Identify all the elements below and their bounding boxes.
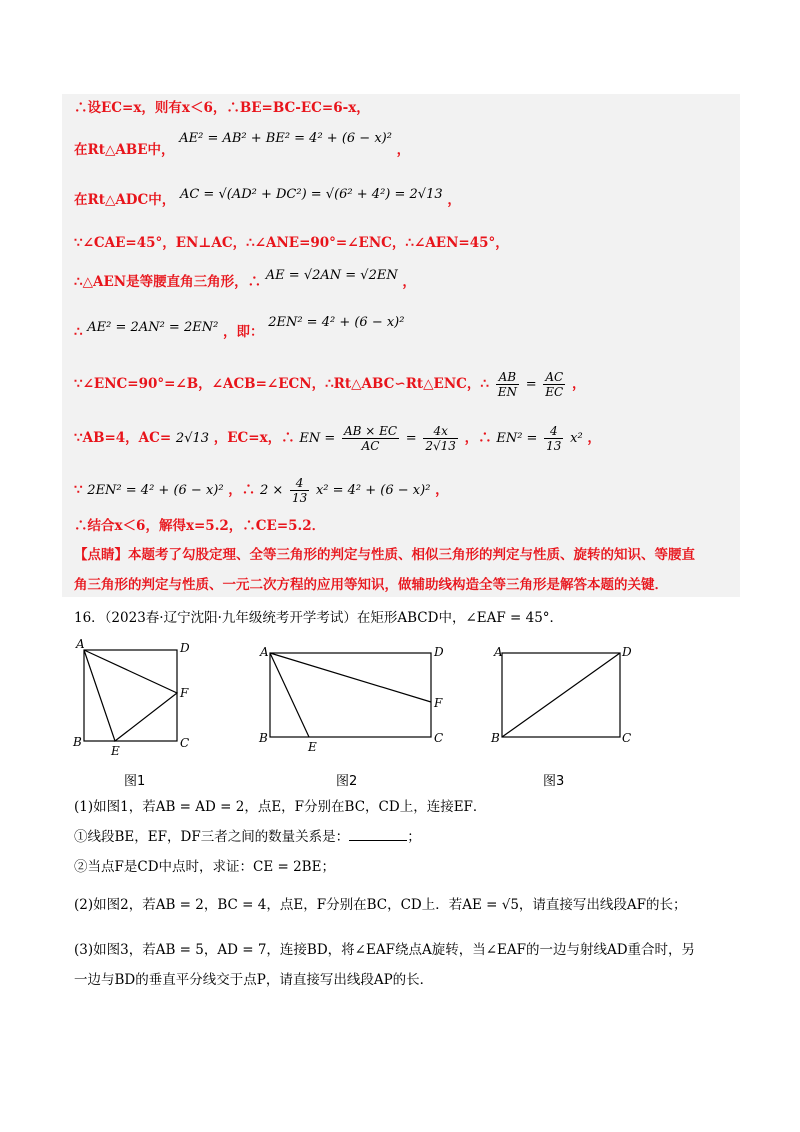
- problem-part-2: (2)如图2，若AB = 2，BC = 4，点E，F分别在BC，CD上．若AE = √5，请直接写出线段AF的长；: [74, 897, 687, 913]
- fraction-ab-en: $\frac{AB}{EN}$: [497, 370, 517, 399]
- fig1-label-b: B: [73, 735, 82, 749]
- comment-line-1: 【点睛】本题考了勾股定理、全等三角形的判定与性质、相似三角形的判定与性质、旋转的知识、等腰直: [74, 547, 695, 563]
- fig1-square: [84, 650, 177, 741]
- solution-line-9: ∵ 2EN² = 4² + (6 − x)² ，∴ 2 × $\frac{4}{13}$ x² = 4² + (6 − x)² ，: [74, 476, 449, 505]
- fig3-label-a: A: [494, 645, 503, 659]
- fig3-label-c: C: [622, 731, 632, 745]
- solution-line-1: ∴设EC=x，则有x＜6，∴BE=BC-EC=6-x，: [74, 100, 370, 116]
- comment-line-2: 角三角形的判定与性质、一元二次方程的应用等知识，做辅助线构造全等三角形是解答本题的关键．: [74, 577, 668, 593]
- fraction-4-13-b: $\frac{4}{13}$: [291, 476, 308, 505]
- fraction-4-13: $\frac{4}{13}$: [546, 424, 562, 453]
- fig2-caption: 图2: [336, 774, 358, 789]
- solution-line-8: ∵AB=4，AC= 2√13 ，EC=x，∴ EN = $\frac{AB \times EC}{AC}$ = $\frac{4x}{2√13}$ ，∴ EN² = $\frac{4}{13}$ x² ，: [74, 424, 601, 453]
- fraction-4x-2sqrt13: $\frac{4x}{2√13}$: [425, 424, 456, 453]
- solution-line-10: ∴结合x＜6，解得x=5.2，∴CE=5.2．: [74, 518, 326, 534]
- fig2-af: [270, 653, 431, 702]
- fig2-triangle: [270, 653, 309, 737]
- fig2-label-c: C: [434, 731, 444, 745]
- problem-part-3b: 一边与BD的垂直平分线交于点P，请直接写出线段AP的长．: [74, 972, 434, 988]
- fig3-caption: 图3: [543, 774, 565, 789]
- fig2-label-d: D: [434, 645, 444, 659]
- problem-part-3a: (3)如图3，若AB = 5，AD = 7，连接BD，将∠EAF绕点A旋转，当∠EAF的一边与射线AD重合时，另: [74, 942, 696, 958]
- problem-part-1a: ①线段BE，EF，DF三者之间的数量关系是： ；: [74, 829, 421, 845]
- solution-line-7: ∵∠ENC=90°=∠B，∠ACB=∠ECN，∴Rt△ABC∽Rt△ENC，∴ $\frac{AB}{EN}$ = $\frac{AC}{EC}$ ，: [74, 370, 586, 399]
- answer-blank[interactable]: [349, 828, 407, 841]
- solution-line-5: ∴△AEN是等腰直角三角形，∴ AE = √2AN = √2EN ，: [74, 268, 416, 290]
- fig2-label-a: A: [260, 645, 269, 659]
- fig1-label-e: E: [111, 744, 120, 758]
- fig2-label-e: E: [308, 740, 317, 754]
- figure-diagrams: [0, 636, 800, 786]
- comment-tag: 【点睛】: [74, 547, 128, 563]
- fig1-label-c: C: [180, 736, 190, 750]
- solution-line-3: 在Rt△ADC中， AC = √(AD² + DC²) = √(6² + 4²) = 2√13 ，: [74, 187, 461, 208]
- problem-header: 16．（2023春·辽宁沈阳·九年级统考开学考试）在矩形ABCD中，∠EAF = 45°．: [74, 610, 564, 626]
- solution-line-6: ∴ AE² = 2AN² = 2EN² ，即： 2EN² = 4² + (6 − x)²: [74, 315, 405, 340]
- fig1-label-a: A: [76, 637, 85, 651]
- fig1-label-d: D: [180, 641, 190, 655]
- fig2-label-f: F: [434, 696, 443, 710]
- problem-part-1b: ②当点F是CD中点时，求证：CE = 2BE；: [74, 859, 335, 875]
- fig1-triangle: [84, 650, 177, 741]
- solution-line-2: 在Rt△ABE中， AE² = AB² + BE² = 4² + (6 − x)² ，: [74, 131, 411, 158]
- problem-part-1: (1)如图1，若AB = AD = 2，点E，F分别在BC，CD上，连接EF．: [74, 799, 487, 815]
- fraction-abxec-ac: $\frac{AB \times EC}{AC}$: [343, 424, 398, 453]
- fig3-bd: [502, 653, 620, 737]
- solution-line-4: ∵∠CAE=45°，EN⊥AC，∴∠ANE=90°=∠ENC，∴∠AEN=45°，: [74, 235, 509, 251]
- fig3-label-d: D: [622, 645, 632, 659]
- fig1-label-f: F: [180, 686, 189, 700]
- fig3-label-b: B: [491, 731, 500, 745]
- fraction-ac-ec: $\frac{AC}{EC}$: [545, 370, 564, 399]
- fig2-label-b: B: [259, 731, 268, 745]
- fig1-caption: 图1: [124, 774, 146, 789]
